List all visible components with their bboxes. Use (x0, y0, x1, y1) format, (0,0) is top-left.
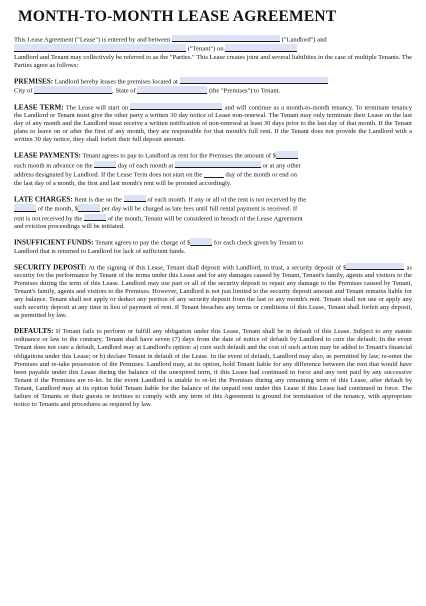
insufficient-funds-section (14, 238, 412, 255)
late-charges-heading: LATE CHARGES: (14, 195, 73, 204)
late-day-field[interactable] (14, 204, 36, 211)
rent-due-day-2-field[interactable] (124, 195, 146, 202)
tenant-name-field[interactable] (14, 44, 186, 51)
city-field[interactable] (34, 86, 112, 93)
late-charges-text-3: of the month, $ (37, 205, 78, 213)
late-charges-section (14, 195, 412, 231)
security-deposit-heading: SECURITY DEPOSIT: (14, 263, 87, 272)
breach-day-field[interactable] (84, 214, 106, 221)
security-deposit-section (14, 263, 412, 321)
agreement-date-field[interactable] (225, 44, 297, 51)
intro-text-3: ("Tenant") on (187, 45, 224, 53)
nsf-charge-field[interactable] (190, 238, 212, 245)
security-deposit-text-1: At the signing of this Lease, Tenant shall deposit with Landlord, in trust, a (88, 264, 290, 272)
lease-payments-text-1: Tenant agrees to pay to Landlord as rent for the Premises the amount of $ (82, 152, 277, 160)
late-charges-text-2: of each month. If any or all of the rent is not received by the (147, 196, 307, 204)
premises-text-2: City of (14, 87, 33, 95)
landlord-name-field[interactable] (172, 35, 280, 42)
premises-text-4: (the "Premises") to Tenant. (209, 87, 281, 95)
insufficient-funds-text-3: Landlord that is returned to Landlord for lack of sufficient funds. (14, 247, 186, 255)
term-start-day-blank[interactable] (204, 170, 224, 177)
state-field[interactable] (137, 86, 207, 93)
rent-amount-field[interactable] (276, 151, 298, 158)
intro-section (14, 35, 412, 70)
lease-payments-text-2: each month in advance on the (14, 162, 93, 170)
document-title: MONTH-TO-MONTH LEASE AGREEMENT (18, 8, 337, 25)
premises-address-field[interactable] (180, 77, 328, 84)
security-deposit-text-2: security deposit of $ (291, 264, 347, 272)
defaults-section (14, 327, 412, 408)
premises-section (14, 77, 412, 96)
late-charges-text-4: per day will be charged as late fees until full rental payment is received. If (101, 205, 298, 213)
lease-payments-text-4: or at any other (262, 162, 301, 170)
insufficient-funds-heading: INSUFFICIENT FUNDS: (14, 238, 94, 247)
intro-text-2: ("Landlord") and (281, 36, 327, 44)
payment-address-field[interactable] (175, 161, 261, 168)
rent-due-day-field[interactable] (94, 161, 116, 168)
intro-text-1: This Lease Agreement ("Lease") is entered by and between (14, 36, 171, 44)
late-charges-text-7: and eviction proceedings will be initiated. (14, 223, 125, 231)
lease-term-heading: LEASE TERM: (14, 103, 64, 112)
late-charges-text-5: rent is not received by the (14, 215, 83, 223)
lease-payments-text-3: day of each month at (117, 162, 174, 170)
lease-term-text-2: and will continue as a month-to-month (224, 104, 330, 112)
lease-payments-text-5: address designated by Landlord. If the Lease Term does not start on the (14, 171, 203, 179)
defaults-heading: DEFAULTS: (14, 327, 54, 336)
intro-text-4: Landlord and Tenant may collectively be referred to as the "Parties." This Lease creates joint and several liabilities in the case of multiple Tenants. The Parties agree as follows: (14, 53, 412, 69)
insufficient-funds-text-2: for each check given by Tenant to (213, 239, 304, 247)
lease-payments-text-7: the last day of a month, the first and last month's rent will be prorated accordingly. (14, 179, 232, 187)
premises-text-3: , State of (112, 87, 136, 95)
late-charges-text-1: Rent is due on the (74, 196, 123, 204)
security-deposit-text-3: as security for the performance by Tenant of the terms under this Lease and for any damages caused by Tenant, Tenant's family, agents and visitors to the Premises during the term of this Lease. Landlord may use part or all of the security deposit to repair any damage to the Premises caused by Tenant, Tenant's family, agents and visitors to the Premises. However, Landlord is not just limited to the security deposit amount and Tenant remains liable for any balance. Tenant shall not apply or deduct any portion of any security deposit from the last or any month's rent. Tenant shall not use or apply any such security deposit at any time in lieu of payment of rent. If Tenant breaches any terms or conditions of this Lease, Tenant shall forfeit any deposit, as permitted by law. (14, 264, 413, 320)
lease-term-text-3: tenancy. To terminate tenancy the Landlord or Tenant must give the other party a written 30 day notice of Lease non-renewal. The Tenant may only terminate their Lease on the last day of any month and the Landlord must receive a written notification of non-renewal at least 30 days prior to the last day of that month. If the Tenant plans to leave on or after the first of any month, they are responsible for that month's full rent. If the Tenant does not provide the Landlord with a written 30 day notice, they shall forfeit their full deposit amount. (14, 104, 412, 144)
premises-heading: PREMISES: (14, 77, 54, 86)
premises-text-1: Landlord hereby leases the premises located at (54, 78, 178, 86)
security-deposit-amount-field[interactable] (346, 263, 404, 270)
lease-payments-section (14, 151, 412, 187)
defaults-text-1: If Tenant fails to perform or fulfill any obligation under this Lease, Tenant shall be in default of this Lease. Subject to any statute ordinance or law to the contrary, Tenant shall have seven (7) days from the date of notice of default by Landlord to cure the default. In the event Tenant does not cure a default, Landlord may at Landlord's option: a) cure such default and the cost of such action may be added to Tenant's financial obligations under this Lease; or b) declare Tenant in default of the Lease. In the event of default, Landlord may also, as permitted by law, re-enter the Premises and re-take possession of the Premises. Landlord may, at its option, hold Tenant liable for any difference between the rent that would have been payable under this Lease during the balance of the unexpired term, if this Lease had continued in force and any rent paid by any successive Tenant if the Premises are re-let. In the event Landlord is unable to re-let the Premises during any remaining term of this Lease, after default by Tenant, Landlord may at its option hold Tenant liable for the balance of the unpaid rent under this Lease if this Lease had continued in force. The failure of Tenants or their guests or invitees to comply with any term of this Agreement is ground for termination of the tenancy, with appropriate notice to Tenants and procedures as required by law. (14, 328, 412, 408)
lease-start-date-field[interactable] (130, 103, 222, 110)
lease-term-section (14, 103, 412, 145)
late-charges-text-6: of the month, Tenant will be considered in breach of the Lease Agreement (107, 215, 303, 223)
lease-payments-text-6: day of the month or end on (225, 171, 297, 179)
lease-payments-heading: LEASE PAYMENTS: (14, 151, 81, 160)
late-fee-amount-field[interactable] (78, 204, 100, 211)
lease-term-text-1: The Lease will start on (65, 104, 129, 112)
insufficient-funds-text-1: Tenant agrees to pay the charge of $ (95, 239, 191, 247)
